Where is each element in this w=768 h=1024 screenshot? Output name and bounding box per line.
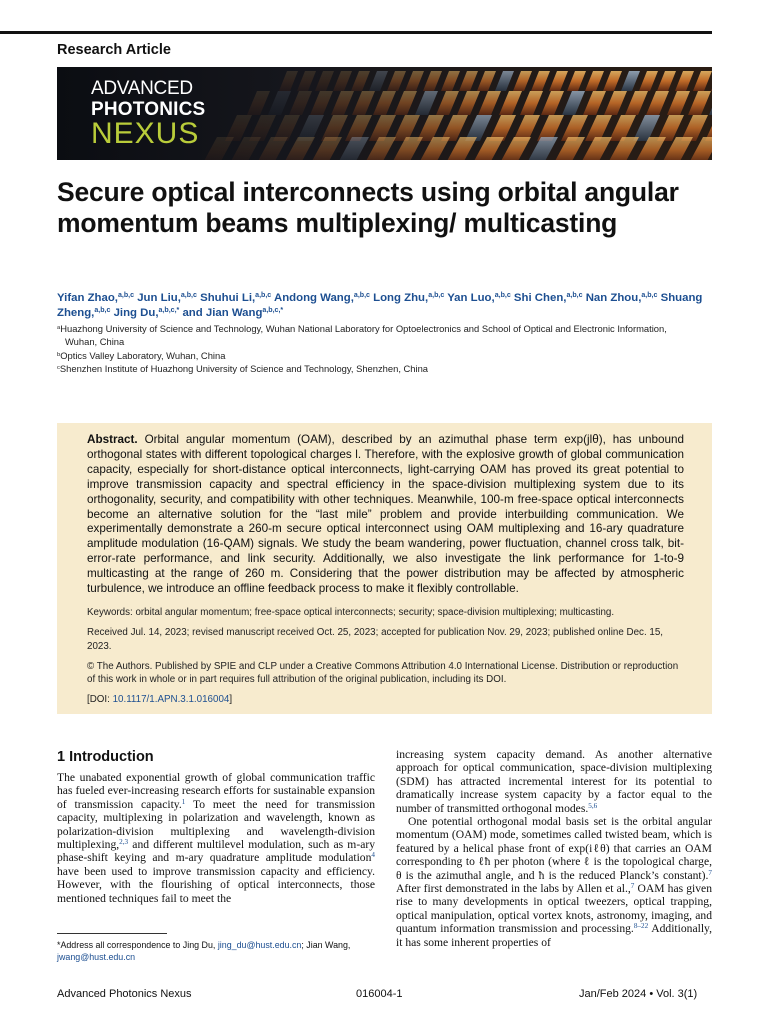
abstract-body: Orbital angular momentum (OAM), described by an azimuthal phase term exp(jlθ), has unbound orthogonal states with different topological charges l. Therefore, with the explosive growth of global communication capacity, especially for short-distance optical interconnects, light-carrying OAM has proved its great potential to improve transmission capacity and spectral efficiency in the space-division multiplexing system due to its orthogonality, security, and compatibility with other techniques. Meanwhile, 100-m free-space optical interconnects become an alternative solution for the “last mile” problem and provide interbuilding communication. We experimentally demonstrate a 260-m secure optical interconnect using OAM multiplexing and 16-ary quadrature amplitude modulation (16-QAM) signals. We study the beam wandering, power fluctuation, channel cross talk, bit-error-rate performance, and link security. Additionally, we also investigate the link performance for 1-to-9 multicasting at the range of 260 m. Considering that the power distribution may be affected by atmospheric turbulence, we introduce an offline feedback process to make it flexibly controllable. xyxy=(87,433,684,596)
author-name: Yifan Zhao, xyxy=(57,292,118,304)
author-name: Shuhui Li, xyxy=(200,292,256,304)
affiliation-a-cont: Wuhan, China xyxy=(65,336,125,348)
correspondence-footnote: *Address all correspondence to Jing Du, jing_du@hust.edu.cn; Jian Wang, jwang@hust.edu.cn xyxy=(57,940,351,962)
abstract-text xyxy=(87,433,684,597)
intro-paragraph-2: One potential orthogonal modal basis set is the orbital angular momentum (OAM) mode, sometimes called twisted beam, which is featured by a helical phase front of exp(iℓθ) that carries an OAM corresponding to ℓħ per photon (where ℓ is the topological charge, θ is the azimuthal angle, and ħ is the reduced Planck’s constant).$^7$ After first demonstrated in the labs by Allen et al.,$^7$ OAM has given rise to many developments in optical tweezers, optical trapping, optical manipulation, optical vortex knots, astronomy, imaging, and quantum information transmission and processing.$^{8-22}$ Additionally, it has some inherent properties of xyxy=(396,815,713,949)
email-link-jian-wang[interactable]: jwang@hust.edu.cn xyxy=(57,952,136,962)
affiliation-b: $^b$Optics Valley Laboratory, Wuhan, China xyxy=(57,349,226,361)
footer-journal-name: Advanced Photonics Nexus xyxy=(57,988,192,1000)
affiliation-c: $^c$Shenzhen Institute of Huazhong University of Science and Technology, Shenzhen, China xyxy=(57,362,429,374)
author-affiliation-marks: a,b,c xyxy=(180,292,197,300)
author-name: Andong Wang, xyxy=(273,292,354,304)
doi-link[interactable]: 10.1117/1.APN.3.1.016004 xyxy=(112,694,230,706)
top-rule xyxy=(0,31,712,34)
logo-line-nexus: NEXUS xyxy=(91,117,200,150)
intro-paragraph-1: The unabated exponential growth of global communication traffic has fueled ever-increasing research efforts for sustainable expansion of transmission capacity.$^1$ To meet the need for transmission capacity, multiplexing in polarization and wavelength, known as polarization-division multiplexing and wavelength-division multiplexing,$^{2,3}$ and different multilevel modulation, such as m-ary phase-shift keying and m-ary quadrature amplitude modulation$^4$ have been used to improve transmission capacity and efficiency. However, with the flourishing of optical interconnects, those mentioned techniques fail to meet the xyxy=(57,771,375,905)
abstract-label: Abstract. xyxy=(87,433,138,446)
journal-banner xyxy=(57,67,712,160)
author-name: Shuang Zheng, xyxy=(57,292,703,319)
citation-link[interactable]: 7 xyxy=(708,868,712,877)
logo-line-photonics: PHOTONICS xyxy=(91,99,206,120)
author-name: Jun Liu, xyxy=(137,292,181,304)
author-affiliation-marks: a,b,c xyxy=(494,292,511,300)
author-name: Nan Zhou, xyxy=(585,292,642,304)
author-affiliation-marks: a,b,c xyxy=(641,292,658,300)
article-type-label: Research Article xyxy=(57,42,171,58)
footer-article-number: 016004-1 xyxy=(356,988,403,1000)
affiliation-a: $^a$Huazhong University of Science and Technology, Wuhan National Laboratory for Optoelectronics and School of Optical and Electronic Information, xyxy=(57,323,667,334)
journal-logo xyxy=(91,79,205,149)
author-affiliation-marks: a,b,c,* xyxy=(262,307,284,315)
body-column-right xyxy=(396,748,712,949)
author-affiliation-marks: a,b,c xyxy=(117,292,135,300)
logo-line-advanced: ADVANCED xyxy=(91,78,193,99)
author-affiliation-marks: a,b,c xyxy=(94,307,111,315)
author-affiliation-marks: a,b,c,* xyxy=(158,307,180,315)
citation-link[interactable]: 7 xyxy=(630,882,635,891)
section-heading-introduction: 1 Introduction xyxy=(57,749,154,765)
author-affiliation-marks: a,b,c xyxy=(566,292,583,300)
body-column-left xyxy=(57,771,375,905)
citation-link[interactable]: 4 xyxy=(371,851,375,860)
doi-line: [DOI: 10.1117/1.APN.3.1.016004] xyxy=(87,694,233,706)
abstract-box xyxy=(57,423,712,714)
author-affiliation-marks: a,b,c xyxy=(353,292,370,300)
author-affiliation-marks: a,b,c xyxy=(428,292,445,300)
keywords: Keywords: orbital angular momentum; free-space optical interconnects; security; space-division multiplexing; multicasting. xyxy=(87,606,615,618)
publication-history: Received Jul. 14, 2023; revised manuscript received Oct. 25, 2023; accepted for publication Nov. 29, 2023; published online Dec. 15, 2023. xyxy=(87,627,664,652)
author-name: Yan Luo, xyxy=(447,292,495,304)
affiliation-list xyxy=(57,322,717,375)
author-name: and Jian Wang xyxy=(182,307,263,319)
footer-issue: Jan/Feb 2024 • Vol. 3(1) xyxy=(579,988,698,1000)
intro-paragraph-1-cont: increasing system capacity demand. As another alternative approach for optical communication, space-division multiplexing (SDM) has attracted incremental interest for its potential to dramatically increase system capacity by a factor equal to the number of transmitted orthogonal modes.$^{5,6}$ xyxy=(396,748,712,815)
citation-link[interactable]: 8–22 xyxy=(633,922,649,931)
author-name: Shi Chen, xyxy=(513,292,567,304)
citation-link[interactable]: 1 xyxy=(181,797,186,806)
article-title: Secure optical interconnects using orbital angular momentum beams multiplexing/ multicasting xyxy=(57,177,679,238)
author-list xyxy=(57,291,717,321)
footnote-rule xyxy=(57,933,167,934)
author-name: Jing Du, xyxy=(113,307,159,319)
email-link-jing-du[interactable]: jing_du@hust.edu.cn xyxy=(217,940,302,950)
author-name: Long Zhu, xyxy=(373,292,429,304)
citation-link[interactable]: 5,6 xyxy=(588,801,598,810)
license-statement: © The Authors. Published by SPIE and CLP under a Creative Commons Attribution 4.0 International License. Distribution or reproduction of this work in whole or in part requires full attribution of the original publication, including its DOI. xyxy=(87,660,679,686)
citation-link[interactable]: 2,3 xyxy=(119,838,129,847)
author-affiliation-marks: a,b,c xyxy=(255,292,272,300)
